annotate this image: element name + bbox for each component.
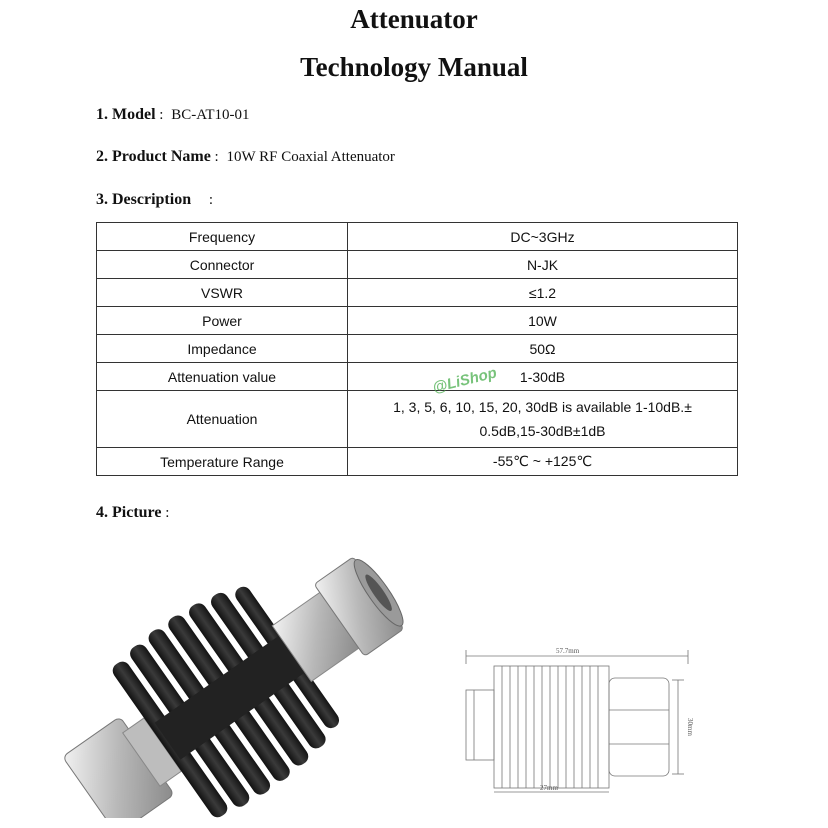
model-sep: : [159,107,164,123]
spec-row [97,391,738,448]
spec-key: Frequency [97,223,348,251]
product-name-label: 2. Product Name [96,148,211,165]
document-title: Attenuator [350,4,478,34]
product-name-value: 10W RF Coaxial Attenuator [226,149,395,165]
picture-label: 4. Picture [96,504,162,521]
length-dimension-label: 57.7mm [556,647,580,655]
spec-value: DC~3GHz [348,223,738,251]
product-name-sep: : [214,149,219,165]
spec-value: -55℃ ~ +125℃ [348,448,738,476]
spec-row [97,279,738,307]
description-label: 3. Description [96,191,192,208]
watermark-text: @LiShop [430,364,499,397]
spec-value: N-JK [348,251,738,279]
description-line [96,191,213,209]
spec-value-line: 0.5dB,15-30dB±1dB [479,423,606,439]
spec-value: 50Ω [348,335,738,363]
spec-row [97,307,738,335]
description-sep: : [208,192,214,208]
picture-line [96,504,169,522]
model-value: BC-AT10-01 [171,107,250,123]
spec-row [97,251,738,279]
model-label: 1. Model [96,106,156,123]
body-length-dimension-label: 27mm [540,784,558,792]
spec-value-line: 1, 3, 5, 6, 10, 15, 20, 30dB is available 1-10dB.± [393,399,692,415]
spec-value: 10W [348,307,738,335]
spec-value: 1-30dB [348,363,738,391]
spec-row [97,335,738,363]
spec-key: Connector [97,251,348,279]
attenuator-photo [60,548,450,818]
dimension-drawing [456,638,706,798]
spec-value: ≤1.2 [348,279,738,307]
spec-key: Attenuation [97,391,348,448]
spec-table [96,222,738,476]
spec-row [97,363,738,391]
spec-value [348,391,738,448]
spec-key: Impedance [97,335,348,363]
picture-sep: : [165,505,170,521]
height-dimension-label: 30mm [686,718,694,736]
product-name-line [96,148,395,166]
document-subtitle: Technology Manual [300,52,528,82]
spec-row [97,223,738,251]
spec-row [97,448,738,476]
spec-key: VSWR [97,279,348,307]
spec-key: Power [97,307,348,335]
spec-key: Temperature Range [97,448,348,476]
model-line [96,106,250,124]
spec-key: Attenuation value [97,363,348,391]
